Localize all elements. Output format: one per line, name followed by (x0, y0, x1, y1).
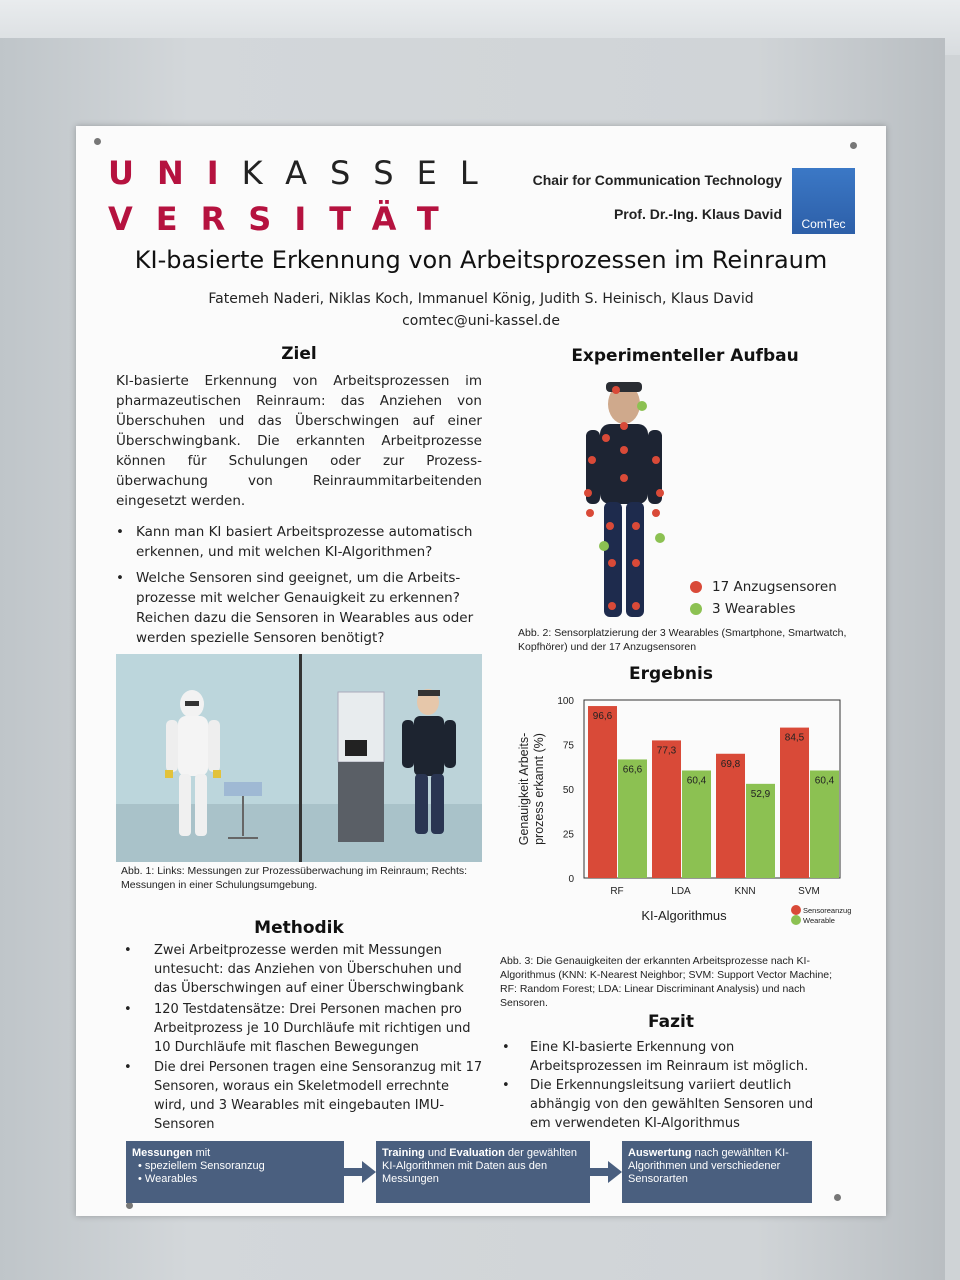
y-tick-label: 100 (557, 696, 574, 707)
bar-rf-0 (588, 706, 617, 878)
flow-step1-list (132, 1160, 338, 1186)
authors: Fatemeh Naderi, Niklas Koch, Immanuel König, Judith S. Heinisch, Klaus David (208, 291, 754, 307)
comtec-logo: ComTec (792, 168, 855, 234)
bullet-icon: • (116, 524, 124, 540)
red-dot-icon (690, 581, 702, 593)
ergebnis-heading: Ergebnis (629, 664, 713, 684)
ziel-heading: Ziel (281, 344, 317, 364)
contact-email[interactable]: comtec@uni-kassel.de (402, 313, 560, 329)
bullet-icon: • (116, 570, 124, 586)
sensor-legend (690, 576, 837, 620)
university-logo-line2: VERSITÄT (108, 200, 462, 238)
bar-value-label: 77,3 (656, 745, 677, 757)
y-tick-label: 50 (562, 785, 574, 796)
poster-title: KI-basierte Erkennung von Arbeitsprozessen im Reinraum (134, 246, 828, 274)
arrow-right-icon (344, 1159, 376, 1185)
bar-svm-0 (780, 728, 809, 878)
bar-knn-0 (716, 754, 745, 878)
abb2-caption: Abb. 2: Sensorplatzierung der 3 Wearables (Smartphone, Smartwatch, Kopfhörer) und der 17 Anzugsensoren (518, 627, 847, 653)
methodik-heading: Methodik (254, 918, 344, 938)
green-dot-icon (690, 603, 702, 615)
bar-value-label: 52,9 (750, 788, 771, 800)
methodik-bullet: • Die drei Personen tragen eine Sensoranzug mit 17 Sensoren, woraus ein Skeletmodell errechnte wird, und 3 Wearables mit eingebauten IMU-Sensoren (124, 1060, 483, 1132)
methodik-bullet: • Zwei Arbeitprozesse werden mit Messungen untesucht: das Anziehen von Überschuhen und das Überschwingen auf einer Überschwingbank (124, 943, 464, 996)
legend-label: Sensoreanzug (803, 906, 852, 915)
bar-value-label: 66,6 (622, 764, 643, 776)
fazit-heading: Fazit (648, 1012, 694, 1032)
arrow-right-icon (590, 1159, 622, 1185)
flow-step-messungen: Messungen mit • speziellem Sensoranzug • Wearables (126, 1141, 344, 1203)
bullet-icon: • (124, 1002, 132, 1017)
y-axis-label (517, 733, 546, 846)
x-tick-label: KNN (734, 886, 756, 897)
legend-dot-icon (791, 915, 801, 925)
logo-text-red: UNI (108, 154, 242, 192)
x-axis-label: KI-Algorithmus (641, 908, 727, 923)
chair-name: Chair for Communication Technology (532, 172, 782, 188)
abb3-caption: Abb. 3: Die Genauigkeiten der erkannten Arbeitsprozesse nach KI-Algorithmus (KNN: K-Nearest Neighbor; SVM: Support Vector Machine; RF: Random Forest; LDA: Linear Discriminant Analysis) und nach Sensoren. (500, 955, 833, 1009)
bar-lda-0 (652, 740, 681, 878)
bullet-icon: • (502, 1040, 510, 1055)
poster (76, 126, 886, 1216)
bullet-icon: • (124, 1060, 132, 1075)
ziel-bullet: • Welche Sensoren sind geeignet, um die Arbeits-prozesse mit welcher Genauigkeit zu erkennen? Reichen dazu die Sensoren in Wearables aus oder werden spezielle Sensoren benötigt? (116, 570, 474, 646)
pin-icon (126, 1202, 133, 1209)
sensor-placement-figure (576, 378, 696, 622)
logo-text-black: KASSEL (241, 154, 501, 192)
fazit-bullet: • Die Erkennungsleitsung variiert deutlich abhängig von den gewählten Sensoren und em verwendeten KI-Algorithmus (502, 1078, 814, 1131)
ziel-bullet: • Kann man KI basiert Arbeitsprozesse automatisch erkennen, und mit welchen KI-Algorithmen? (116, 524, 473, 560)
bar-svm-1 (810, 770, 839, 878)
x-tick-label: SVM (798, 886, 820, 897)
x-tick-label: LDA (671, 886, 691, 897)
bar-value-label: 69,8 (720, 758, 741, 770)
university-logo-line1 (108, 154, 501, 192)
legend-item-suit: 17 Anzugsensoren (690, 576, 837, 598)
legend-item-wearables: 3 Wearables (690, 598, 837, 620)
flow-step-auswertung: Auswertung nach gewählten KI-Algorithmen und verschiedener Sensorarten (622, 1141, 812, 1203)
flow-step-training: Training und Evaluation der gewählten KI-Algorithmen mit Daten aus den Messungen (376, 1141, 590, 1203)
x-tick-label: RF (610, 886, 624, 897)
bar-value-label: 96,6 (592, 711, 613, 723)
y-tick-label: 25 (562, 829, 574, 841)
ziel-text: KI-basierte Erkennung von Arbeitsprozessen im pharmazeutischen Reinraum: das Anziehen von Überschuhen und das Überschwingen auf einer Überschwingbank. Die erkannten Arbeitprozesse können für Schulungen oder zur Prozess-überwachung von Reinraummitarbeitenden eingesetzt werden. (116, 373, 482, 509)
professor-name: Prof. Dr.-Ing. Klaus David (613, 206, 782, 222)
y-axis-label-line1: Genauigkeit Arbeits- (517, 732, 531, 846)
bar-rf-1 (618, 759, 647, 878)
bar-value-label: 60,4 (686, 775, 707, 787)
accuracy-bar-chart (496, 686, 856, 926)
measurement-photo (116, 654, 482, 862)
fazit-bullet: • Eine KI-basierte Erkennung von Arbeitsprozessen im Reinraum ist möglich. (502, 1040, 809, 1074)
bullet-icon: • (124, 943, 132, 958)
bullet-icon: • (502, 1078, 510, 1093)
methodik-bullet: • 120 Testdatensätze: Drei Personen machen pro Arbeitprozess je 10 Durchläufe mit richtigen und 10 Durchläufe mit flaschen Bewegungen (124, 1002, 471, 1055)
abb1-caption: Abb. 1: Links: Messungen zur Prozessüberwachung im Reinraum; Rechts: Messungen in einer Schulungsumgebung. (121, 865, 468, 891)
legend-label: Wearable (803, 916, 835, 925)
bar-value-label: 60,4 (814, 775, 835, 787)
pin-icon (834, 1194, 841, 1201)
bar-value-label: 84,5 (784, 732, 805, 744)
flow-list-item: • speziellem Sensoranzug (138, 1160, 265, 1172)
aufbau-heading: Experimenteller Aufbau (571, 346, 799, 366)
legend-dot-icon (791, 905, 801, 915)
pin-icon (850, 142, 857, 149)
flow-list-item: • Wearables (138, 1173, 198, 1185)
photo-divider (299, 654, 302, 862)
y-tick-label: 0 (568, 874, 574, 885)
bar-lda-1 (682, 770, 711, 878)
pin-icon (94, 138, 101, 145)
y-axis-label-line2: prozess erkannt (%) (532, 733, 546, 845)
y-tick-label: 75 (562, 740, 574, 752)
